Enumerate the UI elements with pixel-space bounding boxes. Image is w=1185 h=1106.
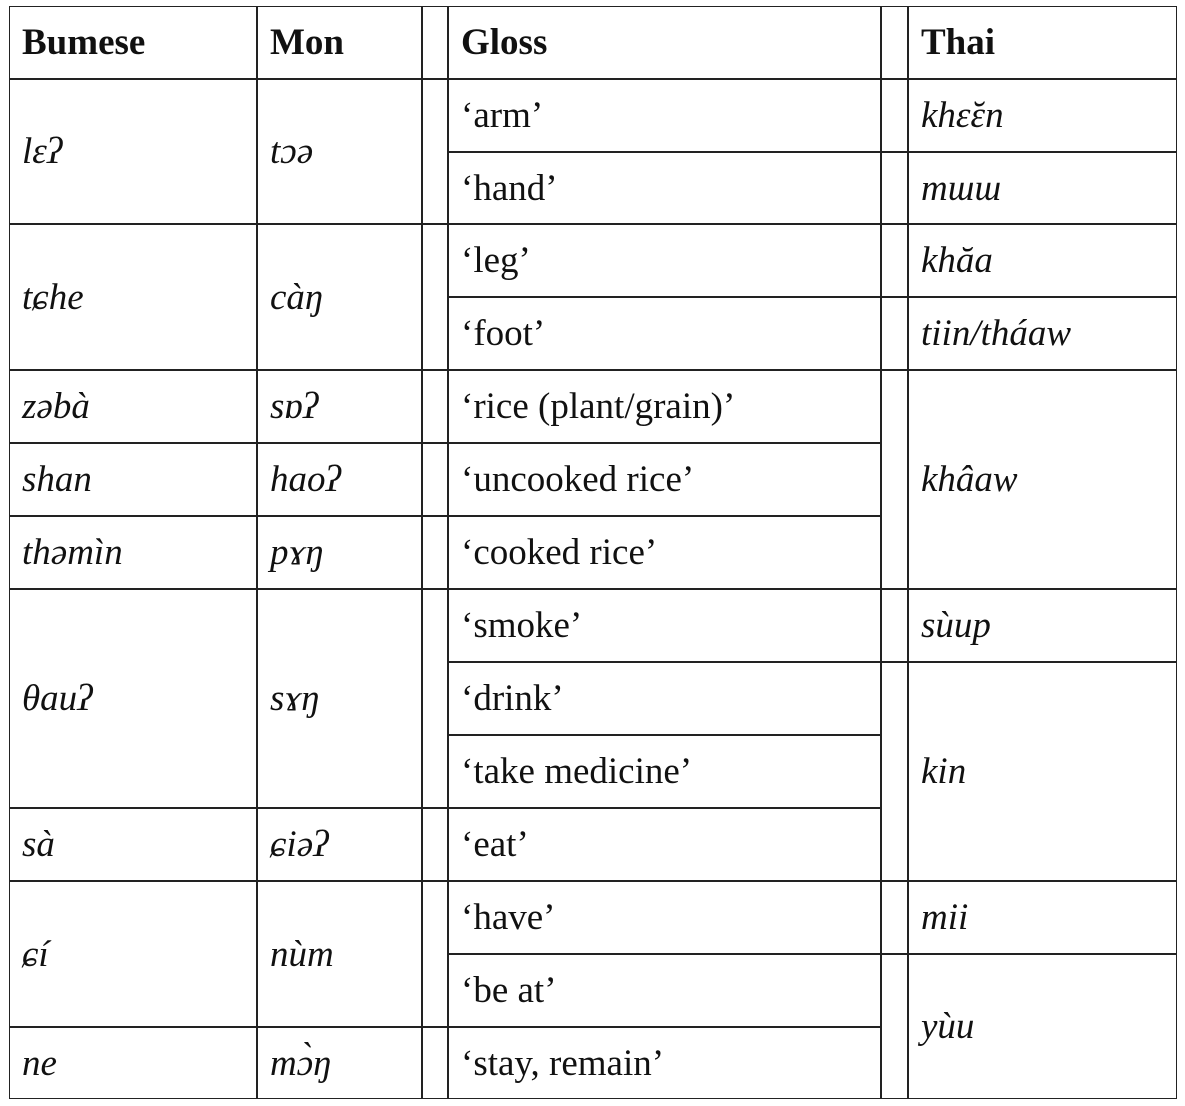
burmese-cell: tɕhe — [9, 224, 257, 370]
gloss-cell: ‘foot’ — [448, 297, 881, 370]
mon-cell: càŋ — [257, 224, 422, 370]
gloss-cell: ‘arm’ — [448, 79, 881, 152]
thai-cell: khăa — [908, 224, 1177, 297]
spacer-column — [422, 1027, 448, 1099]
burmese-cell: θauʔ — [9, 589, 257, 808]
spacer-column — [881, 954, 908, 1099]
burmese-cell: ne — [9, 1027, 257, 1099]
spacer-column — [422, 808, 448, 881]
gloss-cell: ‘hand’ — [448, 152, 881, 224]
gloss-cell: ‘rice (plant/grain)’ — [448, 370, 881, 443]
mon-cell: pɤŋ — [257, 516, 422, 589]
mon-cell: mɔ̀ŋ — [257, 1027, 422, 1099]
thai-cell: mii — [908, 881, 1177, 954]
burmese-cell: zəbà — [9, 370, 257, 443]
spacer-column — [422, 224, 448, 370]
spacer-column — [881, 589, 908, 662]
spacer-column — [881, 79, 908, 152]
spacer-column — [422, 79, 448, 224]
gloss-cell: ‘uncooked rice’ — [448, 443, 881, 516]
burmese-cell: thəmìn — [9, 516, 257, 589]
spacer-column — [422, 443, 448, 516]
gloss-cell: ‘be at’ — [448, 954, 881, 1027]
spacer-column — [422, 589, 448, 808]
spacer-column — [881, 662, 908, 881]
thai-cell: kin — [908, 662, 1177, 881]
header-thai: Thai — [908, 6, 1177, 79]
spacer-column — [881, 370, 908, 589]
spacer-column — [881, 297, 908, 370]
spacer-column — [881, 152, 908, 224]
header-gloss: Gloss — [448, 6, 881, 79]
gloss-cell: ‘cooked rice’ — [448, 516, 881, 589]
burmese-cell: sà — [9, 808, 257, 881]
spacer-column — [881, 224, 908, 297]
gloss-cell: ‘have’ — [448, 881, 881, 954]
spacer-column — [881, 881, 908, 954]
gloss-cell: ‘drink’ — [448, 662, 881, 735]
spacer-column — [422, 370, 448, 443]
spacer-column — [422, 516, 448, 589]
thai-cell: khɛ̆ɛn — [908, 79, 1177, 152]
mon-cell: tɔə — [257, 79, 422, 224]
mon-cell: haoʔ — [257, 443, 422, 516]
thai-cell: sùup — [908, 589, 1177, 662]
mon-cell: nùm — [257, 881, 422, 1027]
spacer-column — [422, 881, 448, 1027]
header-mon: Mon — [257, 6, 422, 79]
gloss-cell: ‘take medicine’ — [448, 735, 881, 808]
gloss-cell: ‘leg’ — [448, 224, 881, 297]
thai-cell: mɯɯ — [908, 152, 1177, 224]
mon-cell: ɕiəʔ — [257, 808, 422, 881]
thai-cell: yùu — [908, 954, 1177, 1099]
spacer-column — [881, 6, 908, 79]
burmese-cell: ɕí — [9, 881, 257, 1027]
spacer-column — [422, 6, 448, 79]
thai-cell: khâaw — [908, 370, 1177, 589]
header-burmese: Bumese — [9, 6, 257, 79]
gloss-cell: ‘smoke’ — [448, 589, 881, 662]
gloss-cell: ‘stay, remain’ — [448, 1027, 881, 1099]
burmese-cell: lɛʔ — [9, 79, 257, 224]
gloss-cell: ‘eat’ — [448, 808, 881, 881]
mon-cell: sɒʔ — [257, 370, 422, 443]
thai-cell: tiin/tháaw — [908, 297, 1177, 370]
burmese-cell: shan — [9, 443, 257, 516]
mon-cell: sɤŋ — [257, 589, 422, 808]
